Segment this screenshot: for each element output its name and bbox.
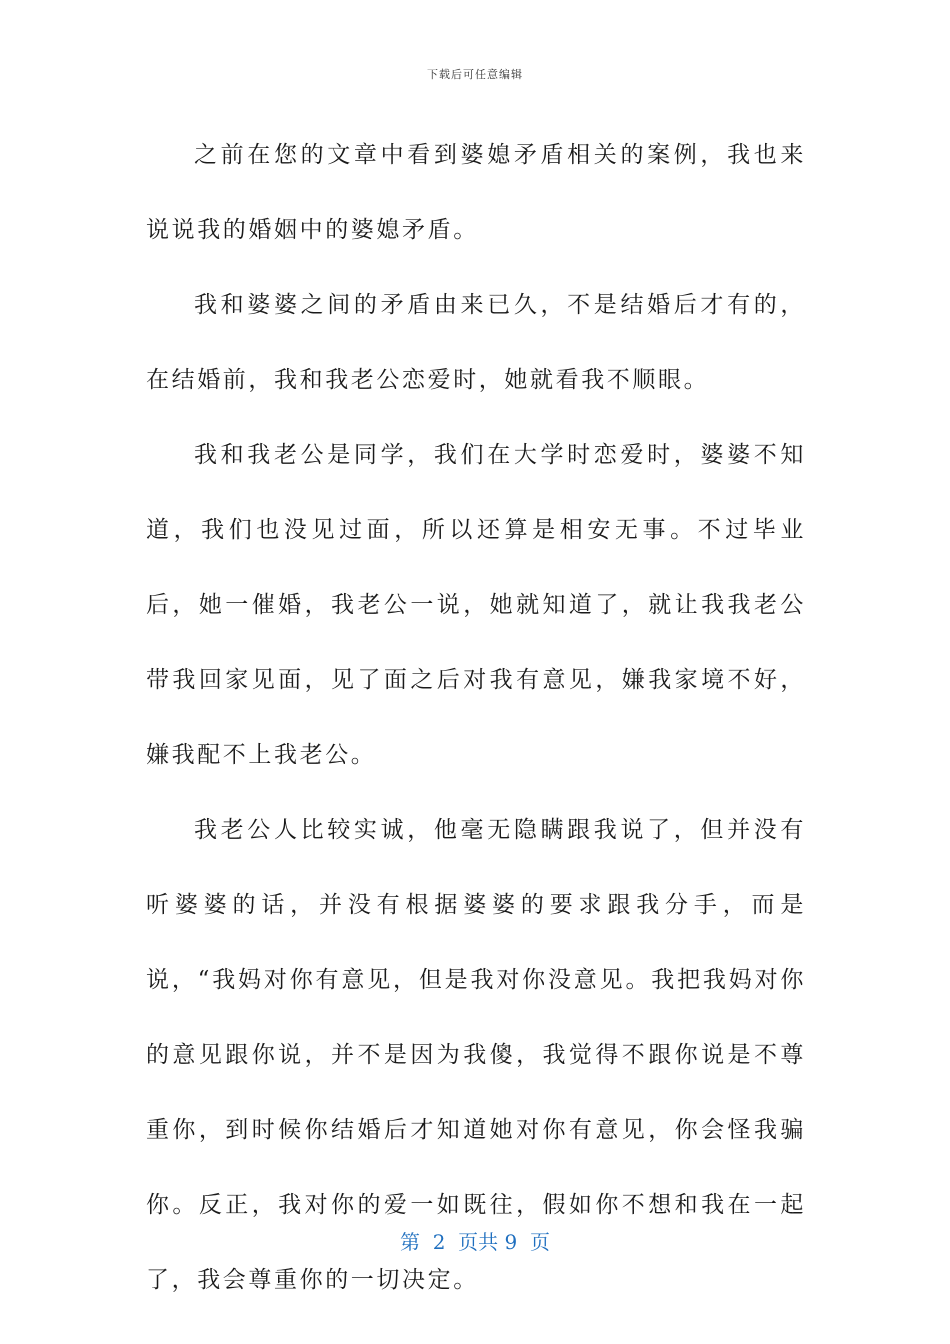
paragraph: 我和我老公是同学，我们在大学时恋爱时，婆婆不知道，我们也没见过面，所以还算是相安无事。不过毕业后，她一催婚，我老公一说，她就知道了，就让我我老公带我回家见面，见了面之后对我有意见，嫌我家境不好，嫌我配不上我老公。 [146,442,806,768]
page-number-footer: 第 2 页共 9 页 [400,1230,550,1254]
paragraph: 我和婆婆之间的矛盾由来已久，不是结婚后才有的，在结婚前，我和我老公恋爱时，她就看我不顺眼。 [146,292,806,393]
document-body [146,118,806,1318]
page-header: 下载后可任意编辑 [427,68,523,81]
paragraph: 之前在您的文章中看到婆媳矛盾相关的案例，我也来说说我的婚姻中的婆媳矛盾。 [146,142,806,243]
paragraph: 我老公人比较实诚，他毫无隐瞒跟我说了，但并没有听婆婆的话，并没有根据婆婆的要求跟我分手，而是说，“我妈对你有意见，但是我对你没意见。我把我妈对你的意见跟你说，并不是因为我傻，我觉得不跟你说是不尊重你，到时候你结婚后才知道她对你有意见，你会怪我骗你。反正，我对你的爱一如既往，假如你不想和我在一起了，我会尊重你的一切决定。 [146,817,806,1293]
